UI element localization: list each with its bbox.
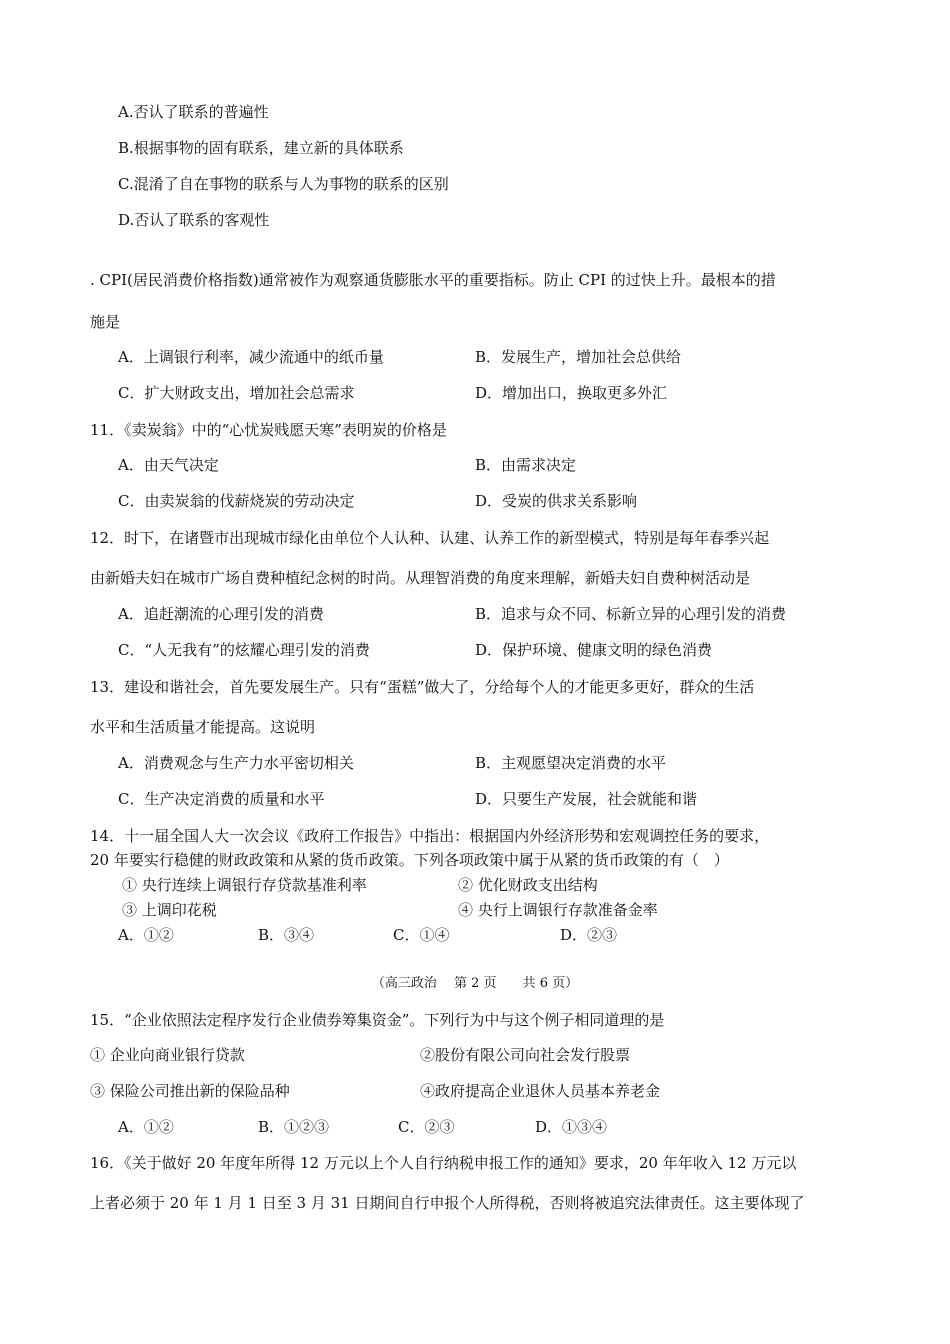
q15-item-4: ④政府提高企业退休人员基本养老金 xyxy=(420,1082,661,1100)
q14-option-b: B．③④ xyxy=(258,926,315,944)
q16-stem-line2: 上者必须于 20 年 1 月 1 日至 3 月 31 日期间自行申报个人所得税，否则将被追究法律责任。这主要体现了 xyxy=(90,1194,805,1212)
q14-option-d: D．②③ xyxy=(560,926,618,944)
q14-option-a: A．①② xyxy=(118,926,174,944)
q13-option-c: C．生产决定消费的质量和水平 xyxy=(118,790,325,808)
q10-option-a: A．上调银行利率，减少流通中的纸币量 xyxy=(118,348,384,366)
q14-item-1: ① 央行连续上调银行存贷款基准利率 xyxy=(122,876,367,894)
option-a: A.否认了联系的普遍性 xyxy=(118,103,269,121)
q10-option-b: B．发展生产，增加社会总供给 xyxy=(475,348,682,366)
q15-option-c: C．②③ xyxy=(398,1118,455,1136)
q12-stem-line1: 12．时下，在诸暨市出现城市绿化由单位个人认种、认建、认养工作的新型模式，特别是每年春季兴起 xyxy=(90,529,770,547)
q12-option-b: B．追求与众不同、标新立异的心理引发的消费 xyxy=(475,605,787,623)
option-b: B.根据事物的固有联系，建立新的具体联系 xyxy=(118,139,404,157)
q11-option-b: B．由需求决定 xyxy=(475,456,577,474)
q13-stem-line1: 13．建设和谐社会，首先要发展生产。只有“蛋糕”做大了，分给每个人的才能更多更好，群众的生活 xyxy=(90,678,755,696)
q14-stem-line2: 20 年要实行稳健的财政政策和从紧的货币政策。下列各项政策中属于从紧的货币政策的有（ ） xyxy=(90,851,729,869)
q13-stem-line2: 水平和生活质量才能提高。这说明 xyxy=(90,718,316,736)
q14-item-2: ② 优化财政支出结构 xyxy=(458,876,598,894)
q15-option-d: D．①③④ xyxy=(535,1118,608,1136)
q11-stem: 11．《卖炭翁》中的“心忧炭贱愿天寒”表明炭的价格是 xyxy=(90,421,447,439)
q10-option-d: D．增加出口，换取更多外汇 xyxy=(475,384,668,402)
q14-item-4: ④ 央行上调银行存款准备金率 xyxy=(458,901,658,919)
q13-option-a: A．消费观念与生产力水平密切相关 xyxy=(118,754,354,772)
q15-item-2: ②股份有限公司向社会发行股票 xyxy=(420,1046,631,1064)
q15-item-1: ① 企业向商业银行贷款 xyxy=(90,1046,245,1064)
q11-option-d: D．受炭的供求关系影响 xyxy=(475,492,638,510)
q10-option-c: C．扩大财政支出，增加社会总需求 xyxy=(118,384,355,402)
q15-option-b: B．①②③ xyxy=(258,1118,330,1136)
option-c: C.混淆了自在事物的联系与人为事物的联系的区别 xyxy=(118,175,449,193)
q12-option-d: D．保护环境、健康文明的绿色消费 xyxy=(475,641,713,659)
q10-stem-line1: . CPI(居民消费价格指数)通常被作为观察通货膨胀水平的重要指标。防止 CPI 的过快上升。最根本的措 xyxy=(90,271,776,289)
option-d: D.否认了联系的客观性 xyxy=(118,211,270,229)
q14-stem-line1: 14．十一届全国人大一次会议《政府工作报告》中指出：根据国内外经济形势和宏观调控任务的要求， xyxy=(90,827,770,845)
q12-stem-line2: 由新婚夫妇在城市广场自费种植纪念树的时尚。从理智消费的角度来理解，新婚夫妇自费种树活动是 xyxy=(90,569,751,587)
q16-stem-line1: 16．《关于做好 20 年度年所得 12 万元以上个人自行纳税申报工作的通知》要求，20 年年收入 12 万元以 xyxy=(90,1154,797,1172)
q10-stem-line2: 施是 xyxy=(90,313,121,331)
q13-option-d: D．只要生产发展，社会就能和谐 xyxy=(475,790,698,808)
q14-option-c: C．①④ xyxy=(393,926,450,944)
q15-option-a: A．①② xyxy=(118,1118,174,1136)
q14-item-3: ③ 上调印花税 xyxy=(122,901,217,919)
q11-option-c: C．由卖炭翁的伐薪烧炭的劳动决定 xyxy=(118,492,355,510)
q15-item-3: ③ 保险公司推出新的保险品种 xyxy=(90,1082,290,1100)
q15-stem: 15．“企业依照法定程序发行企业债券筹集资金”。下列行为中与这个例子相同道理的是 xyxy=(90,1011,665,1029)
q12-option-a: A．追赶潮流的心理引发的消费 xyxy=(118,605,324,623)
q13-option-b: B．主观愿望决定消费的水平 xyxy=(475,754,667,772)
page-footer: （高三政治 第 2 页 共 6 页） xyxy=(371,976,579,991)
q11-option-a: A．由天气决定 xyxy=(118,456,219,474)
q12-option-c: C．“人无我有”的炫耀心理引发的消费 xyxy=(118,641,370,659)
